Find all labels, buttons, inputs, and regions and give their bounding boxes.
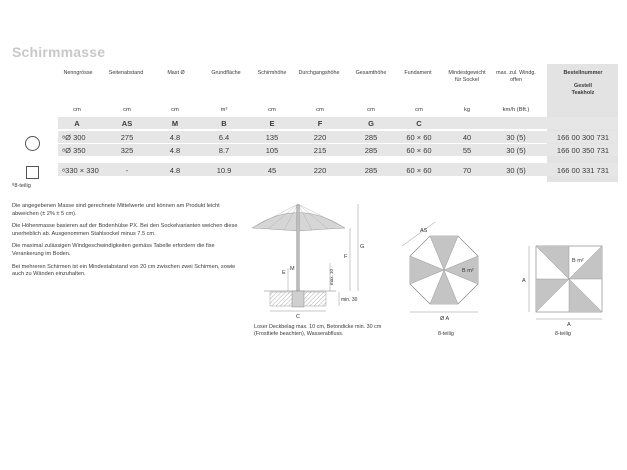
label-f: F	[344, 254, 348, 260]
row3-seitenabstand: -	[125, 166, 129, 175]
note-1: Die angegebenen Masse sind gerechnete Mittelwerte und können am Produkt leicht abweichen (± 2% ± 5 cm).	[12, 203, 220, 217]
unit-nenngroesse: cm	[73, 107, 81, 113]
row1-grundflaeche: 6.4	[218, 133, 230, 142]
square-caption: 8-teilig	[555, 331, 571, 337]
unit-mindestgewicht: kg	[463, 107, 471, 113]
header-windgeschwindigkeit: max. zul. Windg. offen	[496, 70, 536, 83]
code-g: G	[368, 119, 374, 128]
umbrella-side-diagram	[250, 200, 380, 320]
code-b: B	[221, 119, 227, 128]
code-a: A	[74, 119, 80, 128]
row3-gesamthoehe: 285	[364, 166, 378, 175]
row1-mindestgewicht: 40	[462, 133, 472, 142]
label-min30: min. 30	[341, 297, 358, 303]
header-mast: Mast Ø	[167, 70, 185, 76]
row3-durchgangshoehe: 220	[313, 166, 327, 175]
row2-seitenabstand: 325	[120, 146, 134, 155]
row2-gesamthoehe: 285	[364, 146, 378, 155]
row1-seitenabstand: 275	[120, 133, 134, 142]
header-durchgangshoehe: Durchgangshöhe	[298, 70, 340, 76]
label-e: E	[282, 270, 286, 276]
code-as: AS	[121, 119, 133, 128]
row2-grundflaeche: 8.7	[218, 146, 230, 155]
note-2: Die Höhenmasse basieren auf der Bodenhülse PX. Bei den Sockelvarianten weichen diese unerheblich ab. Ausgenommen Stahlsockel minus 7.5 cm.	[12, 223, 238, 237]
row1-gesamthoehe: 285	[364, 133, 378, 142]
square-label-a-side: A	[522, 278, 526, 284]
label-c: C	[296, 314, 300, 320]
unit-windgeschwindigkeit: km/h (Bft.)	[502, 107, 530, 113]
unit-seitenabstand: cm	[123, 107, 131, 113]
header-gestell: Gestell	[574, 83, 592, 89]
square-label-a-bottom: A	[567, 322, 571, 328]
octagon-label-b: B m²	[462, 268, 474, 274]
code-c: C	[416, 119, 422, 128]
row3-order-number: 166 00 331 731	[556, 166, 610, 175]
octagon-label-as: AS	[420, 228, 428, 234]
row2-nenngroesse: ⁸Ø 350	[62, 146, 86, 155]
octagon-diagram	[396, 222, 496, 330]
code-row-band	[58, 117, 618, 129]
row1-fundament: 60 × 60	[406, 133, 432, 142]
code-f: F	[317, 119, 323, 128]
note-4: Bei mehreren Schirmen ist ein Mindestabstand von 20 cm zwischen zwei Schirmen, sowie auch zu Wänden einzuhalten.	[12, 263, 236, 278]
row3-mast: 4.8	[169, 166, 181, 175]
unit-schirmhoehe: cm	[268, 107, 276, 113]
header-schirmhoehe: Schirmhöhe	[257, 70, 287, 76]
row1-schirmhoehe: 135	[265, 133, 279, 142]
row3-nenngroesse: ⁸330 × 330	[62, 166, 99, 175]
unit-grundflaeche: m²	[220, 107, 228, 113]
unit-fundament: cm	[415, 107, 423, 113]
row3-wind: 30 (5)	[506, 166, 526, 175]
notes-block	[12, 203, 244, 284]
row3-fundament: 60 × 60	[406, 166, 432, 175]
row2-schirmhoehe: 105	[265, 146, 279, 155]
page-title: Schirmmasse	[12, 44, 106, 60]
label-m: M	[290, 266, 295, 272]
header-fundament: Fundament	[404, 70, 432, 76]
row1-mast: 4.8	[169, 133, 181, 142]
header-seitenabstand: Seitenabstand	[108, 70, 144, 76]
header-teakholz: Teakholz	[571, 90, 595, 96]
square-label-b: B m²	[572, 258, 584, 264]
row3-schirmhoehe: 45	[267, 166, 277, 175]
note-3: Die maximal zulässigen Windgeschwindigkeiten gemäss Tabelle erfordern die fixe Verankerung im Boden.	[12, 243, 215, 257]
square-diagram	[516, 240, 606, 330]
row2-mindestgewicht: 55	[462, 146, 472, 155]
code-m: M	[171, 119, 179, 128]
umbrella-mast	[297, 205, 300, 297]
row2-order-number: 166 00 350 731	[556, 146, 610, 155]
header-gesamthoehe: Gesamthöhe	[355, 70, 387, 76]
label-max10: max. 10	[329, 268, 334, 285]
header-bestellnummer: Bestellnummer	[563, 70, 603, 76]
round-shape-icon	[25, 136, 40, 151]
row2-wind: 30 (5)	[506, 146, 526, 155]
octagon-caption: 8-teilig	[438, 331, 454, 337]
footnote-8-teilig: ⁸8-teilig	[12, 183, 31, 189]
code-e: E	[269, 119, 275, 128]
unit-durchgangshoehe: cm	[316, 107, 324, 113]
row2-fundament: 60 × 60	[406, 146, 432, 155]
side-diagram-caption: Loser Deckbelag max. 10 cm, Betondicke min. 30 cm (Frosttiefe beachten), Wasserabfluss.	[254, 324, 382, 337]
label-g: G	[360, 244, 365, 250]
row3-grundflaeche: 10.9	[216, 166, 232, 175]
row2-durchgangshoehe: 215	[313, 146, 327, 155]
unit-gesamthoehe: cm	[367, 107, 375, 113]
row2-mast: 4.8	[169, 146, 181, 155]
unit-mast: cm	[171, 107, 179, 113]
header-grundflaeche: Grundfläche	[211, 70, 241, 76]
row1-order-number: 166 00 300 731	[556, 133, 610, 142]
octagon-label-a: Ø A	[440, 316, 450, 322]
header-mindestgewicht: Mindestgewicht für Sockel	[448, 70, 486, 83]
row1-nenngroesse: ⁸Ø 300	[62, 133, 86, 142]
square-shape-icon	[26, 166, 39, 179]
header-nenngroesse: Nenngrösse	[63, 70, 93, 76]
row1-wind: 30 (5)	[506, 133, 526, 142]
row1-durchgangshoehe: 220	[313, 133, 327, 142]
row3-mindestgewicht: 70	[462, 166, 472, 175]
